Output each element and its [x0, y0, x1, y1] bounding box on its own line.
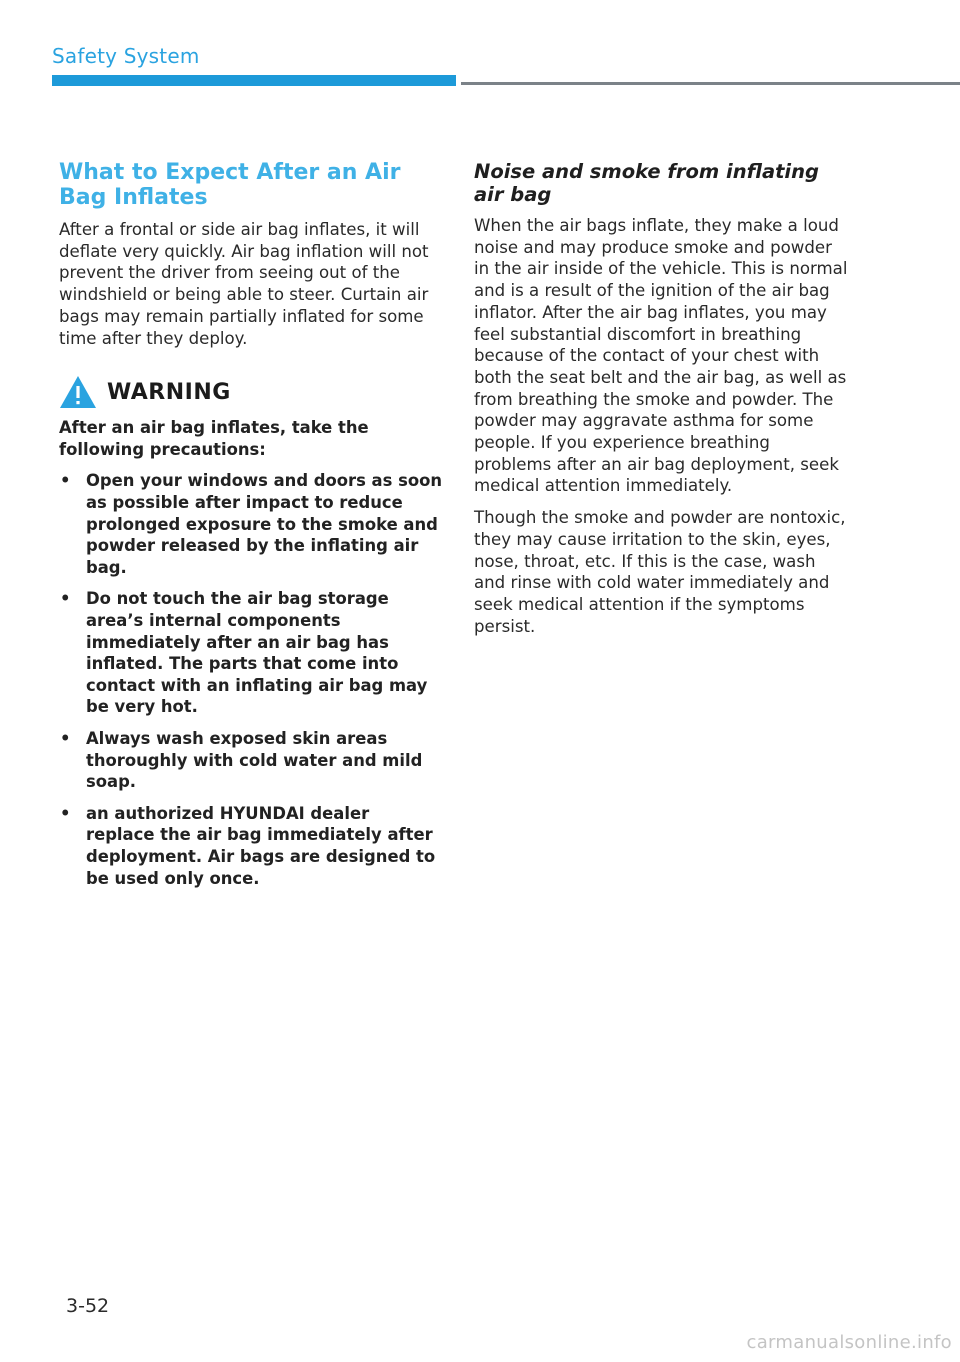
- warning-box: [59, 375, 443, 889]
- section-heading: What to Expect After an Air Bag Inflates: [59, 160, 401, 210]
- warning-item: • Do not touch the air bag storage area’s internal components immediately after an air bag has inflated. The parts that come into contact with an inflating air bag may be very hot.: [59, 588, 443, 718]
- warning-item: • Always wash exposed skin areas thoroughly with cold water and mild soap.: [59, 728, 443, 793]
- warning-intro: After an air bag inflates, take the following precautions:: [59, 418, 369, 459]
- warning-item: • Open your windows and doors as soon as possible after impact to reduce prolonged exposure to the smoke and powder released by the inflating air bag.: [59, 470, 443, 578]
- body-paragraph: When the air bags inflate, they make a loud noise and may produce smoke and powder in the air inside of the vehicle. This is normal and is a result of the ignition of the air bag inflator. After the air bag inflates, you may feel substantial discomfort in breathing because of the contact of your chest with both the seat belt and the air bag, as well as from breathing the smoke and powder. The powder may aggravate asthma for some people. If you experience breathing problems after an air bag deployment, seek medical attention immediately.: [474, 216, 848, 496]
- header-accent-bar: [52, 75, 456, 86]
- warning-triangle-icon: [59, 375, 97, 409]
- watermark: carmanualsonline.info: [746, 1332, 952, 1353]
- warning-item: • an authorized HYUNDAI dealer replace the air bag immediately after deployment. Air bags are designed to be used only once.: [59, 803, 443, 889]
- intro-paragraph: After a frontal or side air bag inflates, it will deflate very quickly. Air bag inflation will not prevent the driver from seeing out of the windshield or being able to steer. Curtain air bags may remain partially inflated for some time after they deploy.: [59, 220, 429, 348]
- warning-list: [59, 470, 443, 889]
- warning-label: WARNING: [107, 379, 231, 405]
- body-paragraph: Though the smoke and powder are nontoxic, they may cause irritation to the skin, eyes, nose, throat, etc. If this is the case, wash and rinse with cold water immediately and seek medical attention if the symptoms persist.: [474, 508, 846, 636]
- sub-heading: Noise and smoke from inflating air bag: [474, 160, 819, 206]
- header-rule: [461, 82, 960, 85]
- section-title: Safety System: [52, 44, 200, 68]
- left-column: [59, 160, 443, 899]
- right-column: [474, 160, 848, 647]
- page-number: 3-52: [66, 1295, 110, 1317]
- warning-header: [59, 375, 443, 409]
